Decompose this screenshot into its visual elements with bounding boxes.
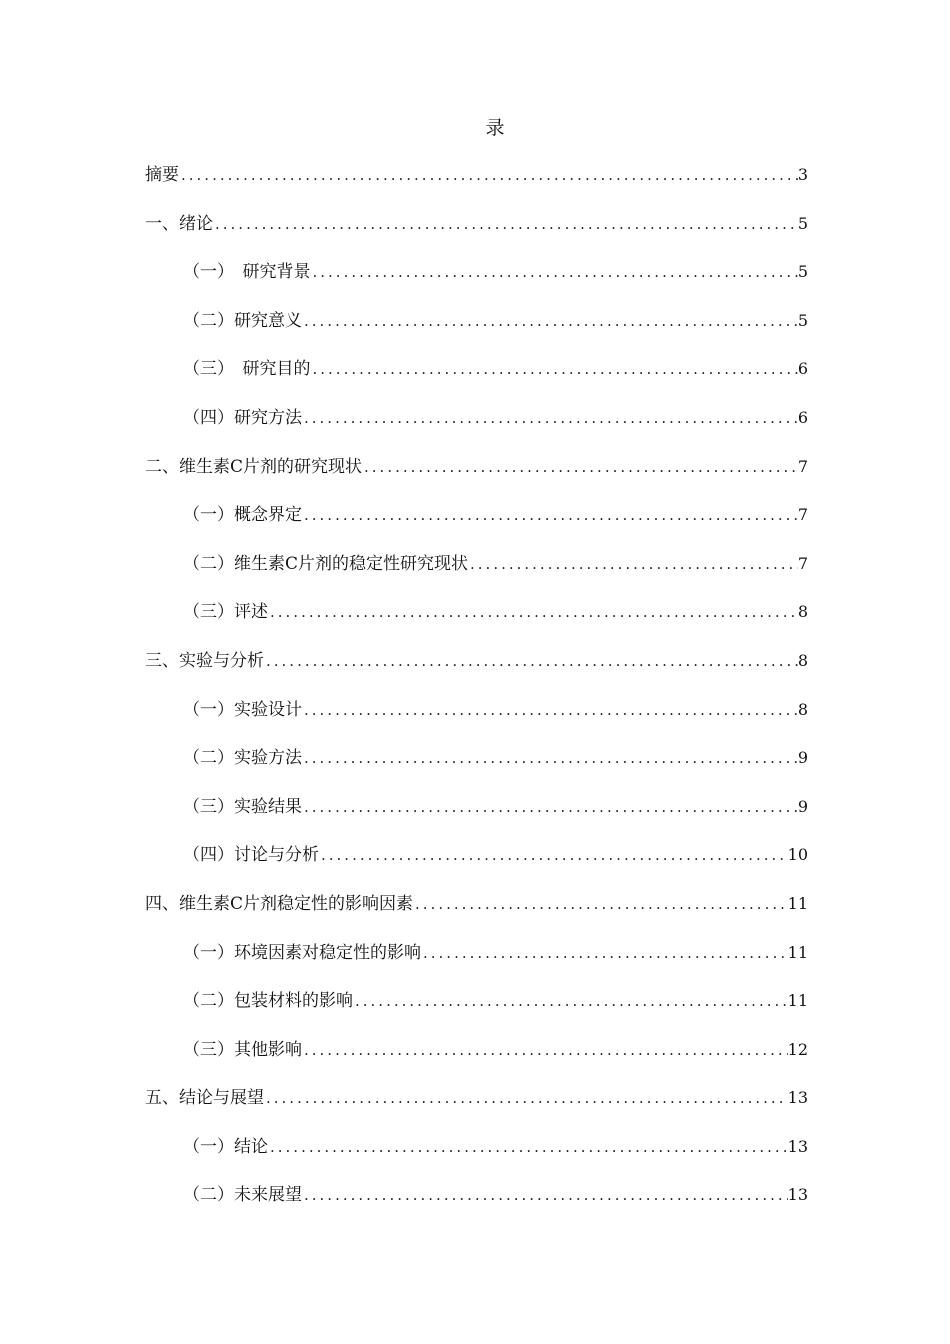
toc-entry-label: （一）实验设计: [183, 699, 302, 720]
toc-entry-label: （二）研究意义: [183, 310, 302, 331]
toc-entry-label: （四）讨论与分析: [183, 845, 319, 866]
toc-entry-label: 三、实验与分析: [145, 650, 264, 671]
toc-entry[interactable]: [145, 1035, 808, 1065]
toc-entry-page: 13: [787, 1185, 808, 1205]
toc-entry[interactable]: [145, 986, 808, 1016]
dot-leader: [413, 889, 788, 919]
toc-entry-page: 11: [787, 991, 808, 1011]
dot-leader: [264, 646, 798, 676]
toc-entry-label: （二）未来展望: [183, 1185, 302, 1206]
toc-entry[interactable]: [145, 403, 808, 433]
toc-entry[interactable]: [145, 889, 808, 919]
toc-entry-label: （三） 研究目的: [183, 359, 311, 380]
dot-leader: [302, 403, 798, 433]
toc-entry-page: 5: [797, 262, 808, 282]
toc-entry[interactable]: [145, 792, 808, 822]
toc-entry-page: 10: [787, 845, 808, 865]
toc-entry-page: 8: [797, 699, 808, 719]
dot-leader: [302, 792, 798, 822]
dot-leader: [264, 1083, 788, 1113]
toc-entry-label: 五、结论与展望: [145, 1088, 264, 1109]
dot-leader: [302, 695, 798, 725]
dot-leader: [302, 1180, 788, 1210]
toc-entry[interactable]: [145, 500, 808, 530]
toc-entry[interactable]: [145, 695, 808, 725]
toc-entry-page: 13: [787, 1088, 808, 1108]
dot-leader: [421, 938, 788, 968]
dot-leader: [311, 354, 798, 384]
toc-entry[interactable]: [145, 354, 808, 384]
dot-leader: [353, 986, 788, 1016]
toc-entry-label: （二）包装材料的影响: [183, 991, 353, 1012]
toc-entry[interactable]: [145, 1180, 808, 1210]
table-of-contents: [145, 160, 808, 1229]
toc-entry-page: 13: [787, 1136, 808, 1156]
dot-leader: [302, 306, 798, 336]
toc-entry-label: （二）维生素C片剂的稳定性研究现状: [183, 553, 469, 574]
toc-title: 录: [485, 117, 505, 139]
dot-leader: [213, 209, 798, 239]
toc-entry[interactable]: [145, 743, 808, 773]
dot-leader: [319, 840, 788, 870]
toc-entry-page: 11: [787, 942, 808, 962]
dot-leader: [362, 452, 798, 482]
toc-entry-page: 8: [797, 650, 808, 670]
toc-entry[interactable]: [145, 306, 808, 336]
toc-entry[interactable]: [145, 938, 808, 968]
toc-entry-page: 7: [797, 505, 808, 525]
dot-leader: [302, 743, 798, 773]
toc-entry[interactable]: [145, 840, 808, 870]
toc-entry-label: （四）研究方法: [183, 407, 302, 428]
toc-entry[interactable]: [145, 549, 808, 579]
toc-entry-page: 9: [797, 796, 808, 816]
toc-entry-label: （一） 研究背景: [183, 262, 311, 283]
toc-entry-label: （一）概念界定: [183, 505, 302, 526]
toc-entry-page: 3: [797, 165, 808, 184]
dot-leader: [468, 549, 798, 579]
toc-entry-page: 6: [797, 359, 808, 379]
toc-entry-page: 5: [797, 213, 808, 233]
toc-entry-label: 四、维生素C片剂稳定性的影响因素: [145, 893, 414, 914]
dot-leader: [268, 1132, 788, 1162]
dot-leader: [302, 1035, 788, 1065]
toc-entry[interactable]: [145, 1083, 808, 1113]
toc-entry[interactable]: [145, 452, 808, 482]
toc-entry-label: （二）实验方法: [183, 748, 302, 769]
toc-entry[interactable]: [145, 160, 808, 190]
toc-entry[interactable]: [145, 209, 808, 239]
toc-entry-label: 二、维生素C片剂的研究现状: [145, 456, 363, 477]
toc-entry-label: 一、绪论: [145, 213, 213, 234]
toc-entry-label: （一）结论: [183, 1136, 268, 1157]
toc-entry-label: （三）实验结果: [183, 796, 302, 817]
dot-leader: [179, 160, 798, 190]
dot-leader: [302, 500, 798, 530]
dot-leader: [311, 257, 798, 287]
toc-entry-label: （三）其他影响: [183, 1039, 302, 1060]
dot-leader: [268, 597, 798, 627]
toc-entry-page: 7: [797, 553, 808, 573]
toc-entry[interactable]: [145, 257, 808, 287]
toc-entry-label: 摘要: [145, 165, 179, 185]
toc-entry-page: 6: [797, 407, 808, 427]
toc-entry-page: 11: [787, 893, 808, 913]
toc-entry-page: 5: [797, 310, 808, 330]
toc-entry[interactable]: [145, 646, 808, 676]
toc-entry-page: 7: [797, 456, 808, 476]
toc-entry-page: 8: [797, 602, 808, 622]
toc-entry[interactable]: [145, 597, 808, 627]
toc-entry-page: 9: [797, 748, 808, 768]
toc-entry-page: 12: [787, 1039, 808, 1059]
toc-entry-label: （三）评述: [183, 602, 268, 623]
toc-entry[interactable]: [145, 1132, 808, 1162]
toc-entry-label: （一）环境因素对稳定性的影响: [183, 942, 421, 963]
